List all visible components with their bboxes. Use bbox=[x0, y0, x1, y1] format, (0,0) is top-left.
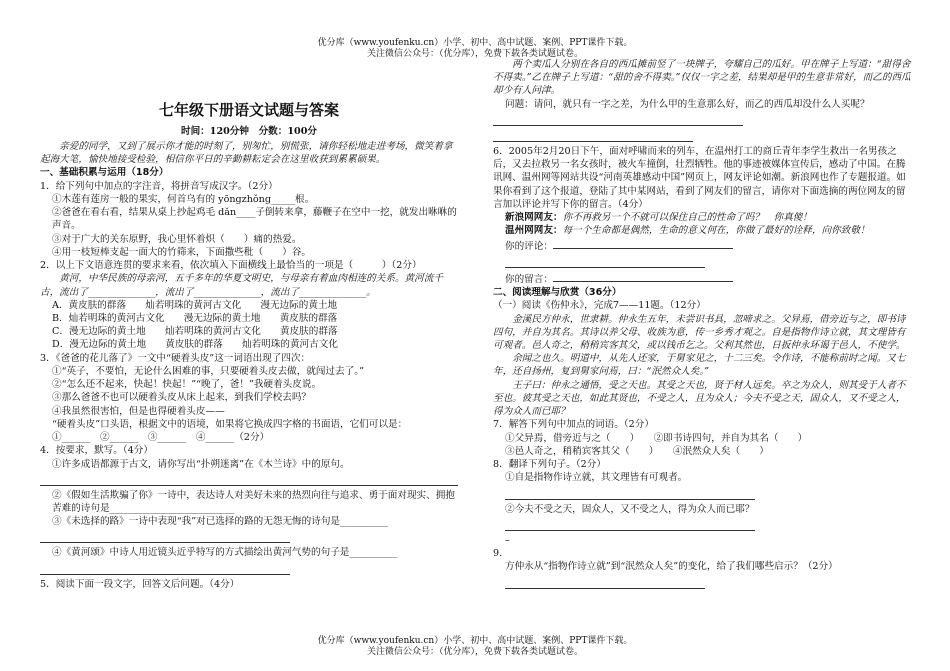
q5-answer-line[interactable] bbox=[493, 113, 743, 126]
q4-answer-line-3[interactable] bbox=[40, 530, 290, 543]
sina-user-comment: 你不再救另一个不就可以保住自己的性命了吗？ 你真傻！ bbox=[562, 212, 812, 224]
q2-option-b: B．灿若明珠的黄河古文化 漫无边际的黄土地 黄皮肤的群落 bbox=[52, 312, 338, 324]
q8-answer-line-2[interactable] bbox=[505, 518, 755, 531]
q8-item-2: ②今夫不受之天，固众人，又不受之人，得为众人而已耶？ bbox=[505, 503, 755, 515]
wenzhou-user-comment: 每一个生命都是偶然，生命的意义何在，你做了最好的诠释，向你致敬！ bbox=[562, 225, 870, 237]
q5-answer-line-2[interactable] bbox=[493, 129, 693, 142]
question-2: 2．以上下文语意连贯的要求来看，依次填入下面横线上最恰当的一项是（ ）（2分） bbox=[40, 260, 422, 272]
q7-items-1-2: ①父异焉，借旁近与之（ ） ②即书诗四句，并自为其名（ ） bbox=[505, 432, 808, 444]
question-5: 5．阅读下面一段文字，回答文后问题。（4分） bbox=[40, 578, 240, 590]
reading-1-heading: （一）阅读《伤仲永》，完成7——11题。（12分） bbox=[493, 300, 706, 312]
section-2-heading: 二、阅读理解与欣赏（36分） bbox=[493, 287, 622, 299]
q3-item-2: ②“怎么还不起来，快起！快起！”“晚了，爸！”我硬着头皮说。 bbox=[52, 379, 322, 391]
page-title: 七年级下册语文试题与答案 bbox=[158, 101, 339, 119]
reading-1-para-2: 余闻之也久。明道中，从先人还家，于舅家见之，十二三矣。令作诗，不能称前时之闻。又七年，还自扬州，复到舅家问焉，曰：“泯然众人矣。” bbox=[493, 353, 906, 378]
q3-item-4: ④我虽然很害怕，但是也得硬着头皮—— bbox=[52, 405, 225, 417]
q9-answer-line[interactable] bbox=[505, 576, 705, 589]
section-1-heading: 一、基础积累与运用（18分） bbox=[40, 167, 169, 179]
q4-answer-line-1[interactable] bbox=[40, 473, 458, 486]
question-3: 3．《爸爸的花儿落了》一文中“硬着头皮”这一词语出现了四次： bbox=[40, 352, 311, 364]
comment-answer-line-2[interactable] bbox=[505, 255, 705, 268]
q8-answer-line-1[interactable] bbox=[505, 487, 755, 500]
q4-item-4: ④《黄河颂》中诗人用近镜头近乎特写的方式描绘出黄河气势的句子是__________ bbox=[52, 547, 398, 559]
wenzhou-user-label: 温州网网友： bbox=[505, 225, 563, 237]
reading-1-para-1: 金溪民方仲永，世隶耕。仲永生五年，未尝识书具，忽啼求之。父异焉，借旁近与之，即书诗四句，并自为其名。其诗以养父母、收族为意，传一乡秀才观之。自是指物作诗立就，其文理皆有可观者。邑人奇之，稍稍宾客其父，或以钱币乞之。父利其然也，日扳仲永环谒于邑人，不使学。 bbox=[493, 313, 906, 351]
footer-line-1: 优分库（www.youfenku.cn）小学、初中、高中试题、案例、PPT课件下载。 bbox=[317, 636, 633, 646]
q2-option-c: C．漫无边际的黄土地 灿若明珠的黄河古文化 黄皮肤的群落 bbox=[52, 326, 338, 338]
question-4: 4．按要求，默写。（4分） bbox=[40, 445, 153, 457]
question-1: 1．给下列句中加点的字注音，将拼音写成汉字。（2分） bbox=[40, 180, 278, 192]
q1-item-3: ③对于广大的关东原野，我心里怀着炽（ ）痛的热爱。 bbox=[52, 233, 302, 245]
q5-question: 问题：请问，就只有一字之差，为什么甲的生意那么好，而乙的西瓜却没什么人买呢？ bbox=[505, 98, 870, 110]
q3-ask: “硬着头皮”口头语，根据文中的语境，如果将它换成四字格的书面语，它们可以是： bbox=[52, 418, 408, 430]
header-line-1: 优分库（www.youfenku.cn）小学、初中、高中试题、案例、PPT课件下载。 bbox=[317, 38, 633, 48]
q2-passage: 黄河，中华民族的母亲河，五千多年的华夏文明史，与母亲有着血肉相连的关系。黄河流千古，流出了______________，流出了______________，流出了______________。 bbox=[40, 273, 443, 298]
q4-item-1: ①许多成语都源于古文，请你写出“扑朔迷离”在《木兰诗》中的原句。 bbox=[52, 458, 350, 470]
q1-item-4: ④用一枝短棒支起一面大的竹筛来，下面撒些秕（ ）谷。 bbox=[52, 246, 312, 258]
q3-item-1: ①“英子，不要怕，无论什么困难的事，只要硬着头皮去做，就闯过去了。” bbox=[52, 365, 365, 377]
comment-answer-blank[interactable] bbox=[553, 238, 733, 249]
q3-item-3: ③那么爸爸不也可以硬着头皮从床上起来，到我们学校去吗？ bbox=[52, 392, 312, 404]
q7-items-3-4: ③邑人奇之，稍稍宾客其父（ ） ④泯然众人矣（ ） bbox=[505, 445, 769, 457]
q4-item-2: ②《假如生活欺骗了你》一诗中，表达诗人对美好未来的热烈向往与追求、勇于面对现实、拥抱苦难的诗句是__________________________ bbox=[52, 489, 455, 515]
question-9: 9. bbox=[493, 548, 503, 560]
header-line-2: 关注微信公众号：（优分库），免费下载各类试题试卷。 bbox=[366, 49, 583, 60]
q5-passage: 两个卖瓜人分别在各自的西瓜摊前竖了一块牌子，夸耀自己的瓜好。甲在牌子上写道：“甜得舍不得卖。”乙在牌子上写道：“甜的舍不得卖。”仅仅一字之差，结果却是甲的生意非常好，而乙的西瓜却少有人问津。 bbox=[493, 59, 911, 97]
your-comment-label: 你的评论： bbox=[505, 240, 553, 252]
q4-answer-line-4[interactable] bbox=[40, 562, 290, 575]
footer-line-2: 关注微信公众号：（优分库），免费下载各类试题试卷。 bbox=[366, 647, 583, 658]
left-column bbox=[40, 100, 458, 591]
question-6: 6．2005年2月20日下午，面对呼啸而来的列车，在温州打工的商丘青年李学生救出一名男孩之后，又去拉救另一名女孩时，被火车撞倒，壮烈牺牲。他的事迹被媒体宣传后，感动了中国。在腾讯网、温州网等网站共设“河南英雄感动中国”网页上，网友评论如潮。新浪网也作了专题报道。如果你看到了这个报道，登陆了其中某网站，看到了网友们的留言，请你对下面选摘的两位网友的留言加以评论并写下你的留言。（4分） bbox=[493, 145, 906, 210]
q2-option-d: D．漫无边际的黄土地 黄皮肤的群落 灿若明珠的黄河古文化 bbox=[52, 339, 338, 351]
intro-text: 亲爱的同学，又到了展示你才能的时刻了，别匆忙，别慌张，请你轻松地走进考场，微笑着拿起海大笔，愉快地接受检验，相信你平日的辛勤耕耘定会在这里收获到累累硕果。 bbox=[40, 140, 453, 166]
reading-1-para-3: 王子曰：仲永之通悟，受之天也。其受之天也，贤于材人远矣。卒之为众人，则其受于人者不至也。彼其受之天也，如此其贤也，不受之人，且为众人；今夫不受之天，固众人，又不受之人，得为众人而已耶？ bbox=[493, 379, 906, 418]
q1-item-2: ②爸爸在看右看，结果从桌上抄起鸡毛 dǎn____子倒转来拿，藤鞭子在空中一挖，就发出咻咻的声音。 bbox=[52, 207, 457, 232]
exam-info: 时间：120分钟 分数：100分 bbox=[181, 125, 317, 137]
q8-dash: – bbox=[505, 534, 510, 546]
q4-item-3: ③《未选择的路》一诗中表现“我”对已选择的路的无怨无悔的诗句是__________ bbox=[52, 516, 388, 528]
message-answer-blank[interactable] bbox=[553, 271, 733, 282]
q9-text: 方仲永从“指物作诗立就”到“泯然众人矣”的变化，给了我们哪些启示？（2分） bbox=[505, 561, 838, 573]
question-8: 8．翻译下列句子。（2分） bbox=[493, 459, 606, 471]
sina-user-label: 新浪网网友： bbox=[505, 212, 563, 224]
right-column bbox=[493, 58, 911, 592]
q8-item-1: ①自是指物作诗立就，其文理皆有可观者。 bbox=[505, 472, 688, 484]
q2-option-a: A．黄皮肤的群落 灿若明珠的黄河古文化 漫无边际的黄土地 bbox=[52, 299, 338, 311]
question-7: 7．解答下列句中加点的词语。（2分） bbox=[493, 419, 654, 431]
q3-blanks: ①______ ②______ ③______ ④______（2分） bbox=[52, 432, 270, 444]
your-message-label: 你的留言： bbox=[505, 273, 553, 285]
page-footer bbox=[0, 636, 950, 659]
q1-item-1: ①木莲有莲房一般的果实，何首乌有的 yōngzhǒng_____根。 bbox=[52, 193, 315, 205]
